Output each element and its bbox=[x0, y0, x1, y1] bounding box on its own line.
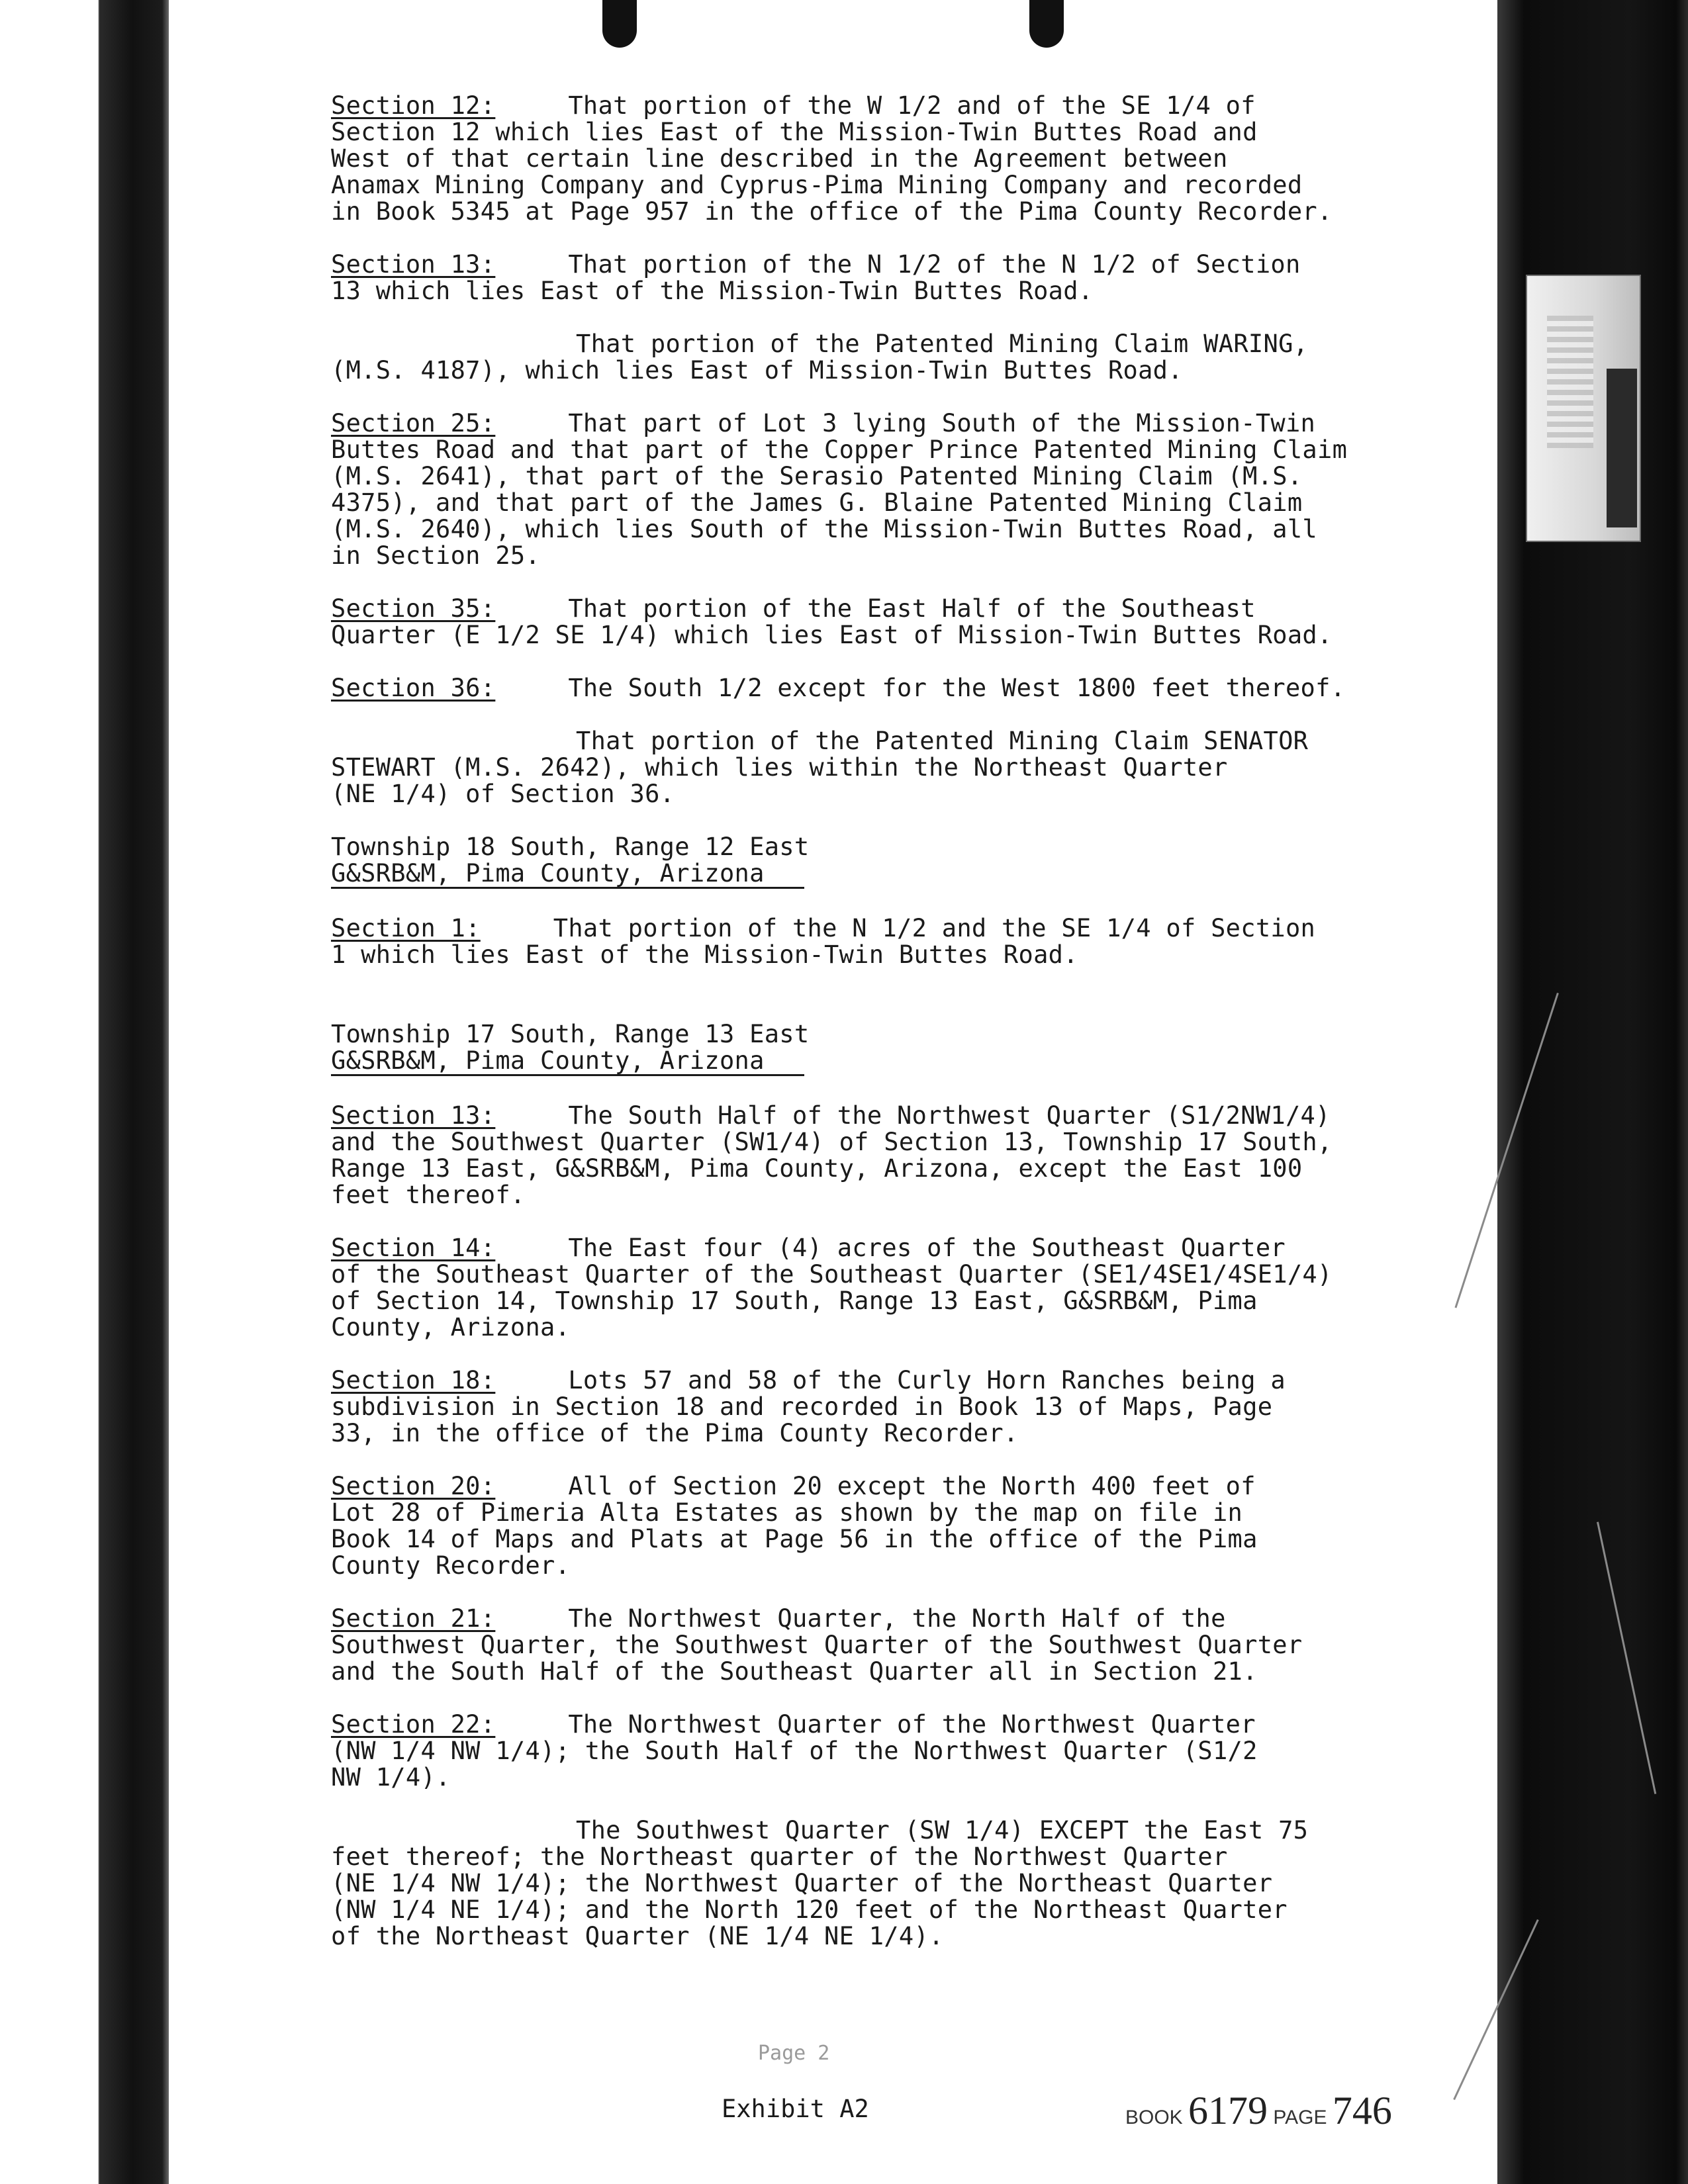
book-number: 6179 bbox=[1188, 2089, 1268, 2132]
section-paragraph bbox=[331, 1606, 1470, 1685]
line-text: West of that certain line described in the Agreement between bbox=[331, 144, 1228, 173]
line-text: That portion of the W 1/2 and of the SE 1/4 of bbox=[568, 91, 1256, 120]
section-paragraph bbox=[331, 1103, 1470, 1208]
section-paragraph bbox=[331, 251, 1470, 304]
paragraph-line bbox=[331, 1711, 1470, 1738]
scan-edge-left bbox=[0, 0, 169, 2184]
page-label: PAGE bbox=[1273, 2107, 1327, 2128]
section-heading: Section 13: bbox=[331, 250, 496, 279]
section-paragraph bbox=[331, 1235, 1470, 1341]
line-text: 13 which lies East of the Mission-Twin Buttes Road. bbox=[331, 277, 1094, 305]
sections-group-2 bbox=[331, 915, 1470, 968]
line-text: Lot 28 of Pimeria Alta Estates as shown by the map on file in bbox=[331, 1498, 1243, 1527]
section-heading: Section 22: bbox=[331, 1710, 496, 1739]
paragraph-line bbox=[331, 1156, 1470, 1182]
paragraph-line bbox=[331, 1526, 1470, 1553]
line-text: 33, in the office of the Pima County Recorder. bbox=[331, 1419, 1019, 1447]
paragraph-line bbox=[331, 463, 1470, 490]
paragraph-line bbox=[331, 1103, 1470, 1129]
section-paragraph bbox=[331, 596, 1470, 649]
line-text: NW 1/4). bbox=[331, 1763, 451, 1792]
section-paragraph bbox=[331, 410, 1470, 569]
page-number: Page 2 bbox=[758, 2042, 830, 2065]
recorded-page-number: 746 bbox=[1332, 2089, 1392, 2132]
line-text: (NE 1/4 NW 1/4); the Northwest Quarter of the Northeast Quarter bbox=[331, 1869, 1273, 1897]
paragraph-line bbox=[331, 437, 1470, 463]
section-heading: Section 1: bbox=[331, 914, 481, 942]
line-text: (NW 1/4 NW 1/4); the South Half of the Northwest Quarter (S1/2 bbox=[331, 1737, 1258, 1765]
paragraph-line bbox=[331, 278, 1470, 304]
paragraph-line bbox=[331, 1500, 1470, 1526]
township-meridian-line: G&SRB&M, Pima County, Arizona bbox=[331, 860, 804, 889]
punch-hole-left bbox=[602, 0, 637, 48]
section-heading: Section 18: bbox=[331, 1366, 496, 1394]
line-text: Section 12 which lies East of the Mission-Twin Buttes Road and bbox=[331, 118, 1258, 146]
line-text: All of Section 20 except the North 400 feet of bbox=[568, 1472, 1256, 1500]
line-text: That portion of the Patented Mining Claim SENATOR bbox=[576, 727, 1309, 755]
section-heading: Section 36: bbox=[331, 674, 496, 702]
paragraph-line bbox=[331, 1553, 1470, 1579]
township-heading-1 bbox=[331, 834, 1470, 889]
paragraph-line bbox=[331, 1632, 1470, 1659]
line-text: Anamax Mining Company and Cyprus-Pima Mining Company and recorded bbox=[331, 171, 1303, 199]
township-heading-2 bbox=[331, 1021, 1470, 1076]
line-text: That portion of the N 1/2 and the SE 1/4 of Section bbox=[553, 914, 1316, 942]
paragraph-line bbox=[331, 1367, 1470, 1394]
file-label-sticker bbox=[1526, 275, 1641, 542]
paragraph-line bbox=[331, 1473, 1470, 1500]
line-text: Buttes Road and that part of the Copper Prince Patented Mining Claim bbox=[331, 435, 1348, 464]
paragraph-line bbox=[331, 754, 1470, 781]
line-text: (M.S. 4187), which lies East of Mission-Twin Buttes Road. bbox=[331, 356, 1183, 385]
line-text: (NE 1/4) of Section 36. bbox=[331, 780, 675, 808]
paragraph-line bbox=[331, 93, 1470, 119]
section-paragraph bbox=[331, 1367, 1470, 1447]
paragraph-line bbox=[331, 490, 1470, 516]
paragraph-line bbox=[331, 1129, 1470, 1156]
section-paragraph bbox=[331, 675, 1470, 702]
section-paragraph bbox=[331, 728, 1470, 807]
section-paragraph bbox=[331, 1817, 1470, 1950]
line-text: The South 1/2 except for the West 1800 feet thereof. bbox=[568, 674, 1346, 702]
section-heading: Section 12: bbox=[331, 91, 496, 120]
line-text: The Northwest Quarter, the North Half of the bbox=[568, 1604, 1226, 1633]
sections-group-3 bbox=[331, 1103, 1470, 1950]
legal-description bbox=[331, 93, 1470, 1976]
line-text: That portion of the East Half of the Southeast bbox=[568, 594, 1256, 623]
section-paragraph bbox=[331, 915, 1470, 968]
line-text: The East four (4) acres of the Southeast Quarter bbox=[568, 1234, 1286, 1262]
line-text: and the Southwest Quarter (SW1/4) of Section 13, Township 17 South, bbox=[331, 1128, 1333, 1156]
line-text: 4375), and that part of the James G. Blaine Patented Mining Claim bbox=[331, 488, 1303, 517]
line-text: The South Half of the Northwest Quarter (S1/2NW1/4) bbox=[568, 1101, 1331, 1130]
line-text: That portion of the N 1/2 of the N 1/2 of Section bbox=[568, 250, 1301, 279]
paragraph-line bbox=[331, 1182, 1470, 1208]
line-text: County, Arizona. bbox=[331, 1313, 571, 1342]
paragraph-line bbox=[331, 1817, 1470, 1844]
section-heading: Section 25: bbox=[331, 409, 496, 437]
section-paragraph bbox=[331, 1473, 1470, 1579]
section-heading: Section 35: bbox=[331, 594, 496, 623]
paragraph-line bbox=[331, 1394, 1470, 1420]
book-page-stamp bbox=[1125, 2088, 1392, 2134]
section-paragraph bbox=[331, 93, 1470, 225]
paragraph-line bbox=[331, 172, 1470, 199]
paragraph-line bbox=[331, 915, 1470, 942]
township-meridian-line: G&SRB&M, Pima County, Arizona bbox=[331, 1048, 804, 1076]
line-text: subdivision in Section 18 and recorded in Book 13 of Maps, Page bbox=[331, 1392, 1273, 1421]
line-text: of Section 14, Township 17 South, Range 13 East, G&SRB&M, Pima bbox=[331, 1287, 1258, 1315]
paragraph-line bbox=[331, 622, 1470, 649]
line-text: The Southwest Quarter (SW 1/4) EXCEPT the East 75 bbox=[576, 1816, 1309, 1844]
paragraph-line bbox=[331, 1844, 1470, 1870]
paragraph-line bbox=[331, 596, 1470, 622]
paragraph-line bbox=[331, 543, 1470, 569]
line-text: STEWART (M.S. 2642), which lies within the Northeast Quarter bbox=[331, 753, 1228, 782]
township-line: Township 18 South, Range 12 East bbox=[331, 833, 810, 861]
line-text: (NW 1/4 NE 1/4); and the North 120 feet of the Northeast Quarter bbox=[331, 1895, 1288, 1924]
paragraph-line bbox=[331, 728, 1470, 754]
township-line: Township 17 South, Range 13 East bbox=[331, 1020, 810, 1048]
paragraph-line bbox=[331, 1897, 1470, 1923]
line-text: Southwest Quarter, the Southwest Quarter of the Southwest Quarter bbox=[331, 1631, 1303, 1659]
line-text: County Recorder. bbox=[331, 1551, 571, 1580]
section-heading: Section 13: bbox=[331, 1101, 496, 1130]
line-text: feet thereof; the Northeast quarter of the Northwest Quarter bbox=[331, 1843, 1228, 1871]
line-text: (M.S. 2640), which lies South of the Mission-Twin Buttes Road, all bbox=[331, 515, 1318, 543]
paragraph-line bbox=[331, 1870, 1470, 1897]
punch-hole-right bbox=[1029, 0, 1064, 48]
paragraph-line bbox=[331, 119, 1470, 146]
sections-group-1 bbox=[331, 93, 1470, 807]
line-text: in Section 25. bbox=[331, 541, 541, 570]
paragraph-line bbox=[331, 516, 1470, 543]
paragraph-line bbox=[331, 146, 1470, 172]
paragraph-line bbox=[331, 1420, 1470, 1447]
line-text: 1 which lies East of the Mission-Twin Buttes Road. bbox=[331, 940, 1078, 969]
line-text: Range 13 East, G&SRB&M, Pima County, Arizona, except the East 100 bbox=[331, 1154, 1303, 1183]
line-text: in Book 5345 at Page 957 in the office of the Pima County Recorder. bbox=[331, 197, 1333, 226]
paragraph-line bbox=[331, 1235, 1470, 1261]
line-text: of the Southeast Quarter of the Southeast Quarter (SE1/4SE1/4SE1/4) bbox=[331, 1260, 1333, 1289]
paragraph-line bbox=[331, 199, 1470, 225]
line-text: The Northwest Quarter of the Northwest Quarter bbox=[568, 1710, 1256, 1739]
paragraph-line bbox=[331, 1923, 1470, 1950]
line-text: That portion of the Patented Mining Claim WARING, bbox=[576, 330, 1309, 358]
line-text: Book 14 of Maps and Plats at Page 56 in the office of the Pima bbox=[331, 1525, 1258, 1553]
line-text: of the Northeast Quarter (NE 1/4 NE 1/4). bbox=[331, 1922, 944, 1950]
book-label: BOOK bbox=[1125, 2107, 1183, 2128]
line-text: (M.S. 2641), that part of the Serasio Patented Mining Claim (M.S. bbox=[331, 462, 1303, 490]
paragraph-line bbox=[331, 781, 1470, 807]
section-heading: Section 14: bbox=[331, 1234, 496, 1262]
line-text: feet thereof. bbox=[331, 1181, 526, 1209]
paragraph-line bbox=[331, 357, 1470, 384]
paragraph-line bbox=[331, 410, 1470, 437]
line-text: Lots 57 and 58 of the Curly Horn Ranches being a bbox=[568, 1366, 1286, 1394]
paragraph-line bbox=[331, 1261, 1470, 1288]
paragraph-line bbox=[331, 942, 1470, 968]
line-text: and the South Half of the Southeast Quarter all in Section 21. bbox=[331, 1657, 1258, 1686]
line-text: Quarter (E 1/2 SE 1/4) which lies East of Mission-Twin Buttes Road. bbox=[331, 621, 1333, 649]
section-heading: Section 21: bbox=[331, 1604, 496, 1633]
paragraph-line bbox=[331, 1738, 1470, 1764]
paragraph-line bbox=[331, 1659, 1470, 1685]
paragraph-line bbox=[331, 1314, 1470, 1341]
paragraph-line bbox=[331, 1288, 1470, 1314]
section-heading: Section 20: bbox=[331, 1472, 496, 1500]
paragraph-line bbox=[331, 1606, 1470, 1632]
section-paragraph bbox=[331, 1711, 1470, 1791]
paragraph-line bbox=[331, 675, 1470, 702]
exhibit-label: Exhibit A2 bbox=[722, 2095, 869, 2123]
paragraph-line bbox=[331, 1764, 1470, 1791]
line-text: That part of Lot 3 lying South of the Mission-Twin bbox=[568, 409, 1316, 437]
paragraph-line bbox=[331, 331, 1470, 357]
paragraph-line bbox=[331, 251, 1470, 278]
section-paragraph bbox=[331, 331, 1470, 384]
